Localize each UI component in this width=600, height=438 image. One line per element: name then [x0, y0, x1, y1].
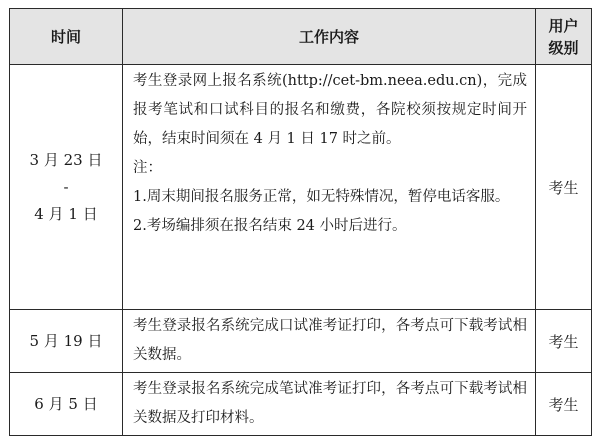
header-user-label-line1: 用户: [548, 16, 579, 35]
row-3-user-label: 考生: [548, 395, 579, 414]
schedule-table: [9, 8, 592, 436]
row-2-user-label: 考生: [548, 332, 579, 351]
row-3-time: [10, 373, 123, 436]
row-1-time-start: 3 月 23 日: [29, 150, 103, 169]
row-2-time: [10, 310, 123, 373]
row-3-user: [536, 373, 592, 436]
row-1-work-note-2: 2.考场编排须在报名结束 24 小时后进行。: [133, 218, 407, 234]
header-work: [123, 9, 536, 65]
header-work-label: 工作内容: [298, 27, 359, 46]
row-1-work-note-1: 1.周末期间报名服务正常，如无特殊情况，暂停电话客服。: [133, 189, 510, 205]
row-3-work: [123, 373, 536, 436]
table-row: [10, 373, 592, 436]
row-1-time-dash: -: [63, 177, 69, 196]
row-1-time-end: 4 月 1 日: [34, 204, 98, 223]
header-time-label: 时间: [50, 27, 81, 46]
row-1-user-label: 考生: [548, 178, 579, 197]
row-2-time-label: 5 月 19 日: [29, 331, 103, 350]
table-row: [10, 310, 592, 373]
row-1-work: [123, 65, 536, 310]
row-1-user: [536, 65, 592, 310]
table-header-row: [10, 9, 592, 65]
row-3-work-text: 考生登录报名系统完成笔试准考证打印，各考点可下载考试相关数据及打印材料。: [133, 381, 527, 426]
header-user-label-line2: 级别: [548, 38, 579, 57]
schedule-table-container: [9, 8, 591, 429]
row-2-work: [123, 310, 536, 373]
row-1-work-note-title: 注：: [133, 160, 162, 176]
row-1-time: [10, 65, 123, 310]
row-2-user: [536, 310, 592, 373]
header-user: [536, 9, 592, 65]
row-2-work-text: 考生登录报名系统完成口试准考证打印，各考点可下载考试相关数据。: [133, 318, 527, 363]
row-1-work-main: 考生登录网上报名系统(http://cet-bm.neea.edu.cn)，完成报考笔试和口试科目的报名和缴费，各院校须按规定时间开始，结束时间须在 4 月 1 日 17 时之前。: [133, 73, 527, 147]
table-row: [10, 65, 592, 310]
header-time: [10, 9, 123, 65]
row-3-time-label: 6 月 5 日: [34, 394, 98, 413]
